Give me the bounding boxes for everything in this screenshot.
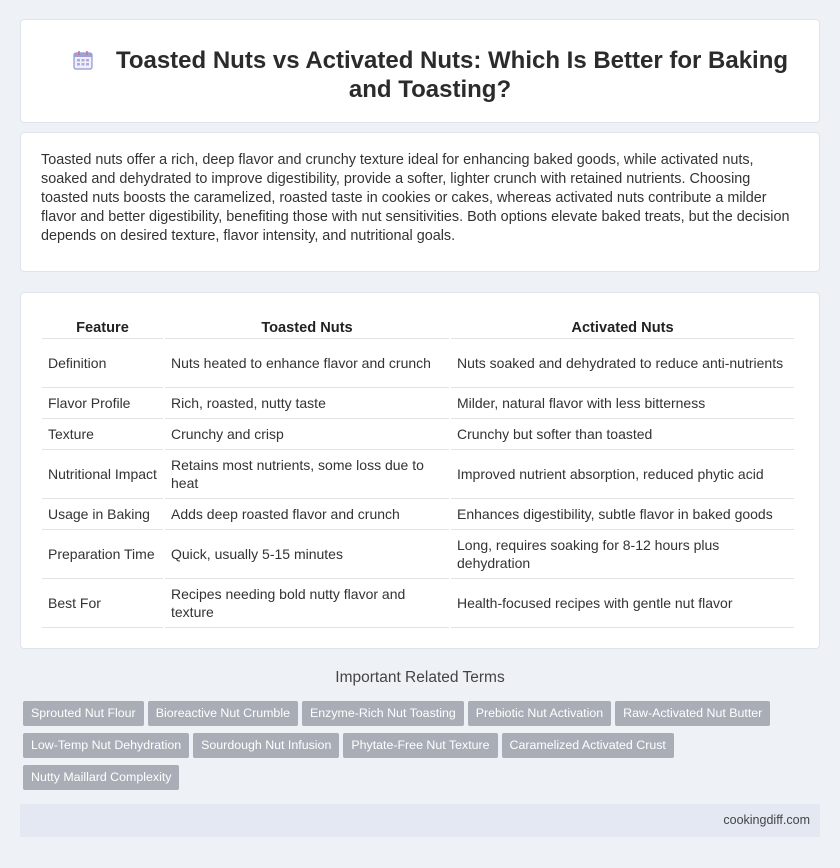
header-activated: Activated Nuts (451, 313, 794, 339)
cell-feature: Flavor Profile (42, 388, 163, 419)
cell-toasted: Adds deep roasted flavor and crunch (165, 499, 449, 530)
cell-activated: Enhances digestibility, subtle flavor in baked goods (451, 499, 794, 530)
related-term-tag[interactable]: Low-Temp Nut Dehydration (23, 733, 189, 758)
cell-activated: Nuts soaked and dehydrated to reduce anti-nutrients (451, 339, 794, 388)
table-row (42, 419, 794, 450)
header-feature: Feature (42, 313, 163, 339)
table-row (42, 388, 794, 419)
related-term-tag[interactable]: Prebiotic Nut Activation (468, 701, 611, 726)
related-term-tag[interactable]: Phytate-Free Nut Texture (343, 733, 497, 758)
calendar-icon (72, 49, 94, 71)
cell-feature: Definition (42, 339, 163, 388)
footer-site-link[interactable]: cookingdiff.com (723, 813, 810, 827)
cell-feature: Nutritional Impact (42, 450, 163, 499)
intro-card (20, 132, 820, 272)
related-term-tag[interactable]: Bioreactive Nut Crumble (148, 701, 298, 726)
page-title (61, 46, 799, 104)
related-term-tag[interactable]: Sourdough Nut Infusion (193, 733, 339, 758)
related-terms-heading: Important Related Terms (335, 669, 505, 686)
cell-feature: Best For (42, 579, 163, 628)
table-row (42, 499, 794, 530)
cell-activated: Long, requires soaking for 8-12 hours plus dehydration (451, 530, 794, 579)
cell-toasted: Recipes needing bold nutty flavor and texture (165, 579, 449, 628)
table-row (42, 579, 794, 628)
table-header-row (42, 313, 794, 339)
related-term-tag[interactable]: Raw-Activated Nut Butter (615, 701, 770, 726)
table-row (42, 530, 794, 579)
cell-activated: Milder, natural flavor with less bitterness (451, 388, 794, 419)
related-term-tag[interactable]: Sprouted Nut Flour (23, 701, 144, 726)
cell-feature: Texture (42, 419, 163, 450)
cell-feature: Preparation Time (42, 530, 163, 579)
footer (20, 804, 820, 837)
related-term-tag[interactable]: Nutty Maillard Complexity (23, 765, 179, 790)
cell-activated: Crunchy but softer than toasted (451, 419, 794, 450)
comparison-table (40, 313, 796, 628)
cell-toasted: Retains most nutrients, some loss due to heat (165, 450, 449, 499)
related-term-tag[interactable]: Caramelized Activated Crust (502, 733, 674, 758)
related-terms-list (23, 701, 813, 797)
cell-activated: Health-focused recipes with gentle nut flavor (451, 579, 794, 628)
page-title-text: Toasted Nuts vs Activated Nuts: Which Is Better for Baking and Toasting? (115, 47, 789, 103)
header-card (20, 19, 820, 123)
table-row (42, 339, 794, 388)
comparison-card (20, 292, 820, 649)
cell-toasted: Quick, usually 5-15 minutes (165, 530, 449, 579)
cell-activated: Improved nutrient absorption, reduced phytic acid (451, 450, 794, 499)
header-toasted: Toasted Nuts (165, 313, 449, 339)
intro-paragraph: Toasted nuts offer a rich, deep flavor and crunchy texture ideal for enhancing baked goods, while activated nuts, soaked and dehydrated to improve digestibility, provide a softer, lighter crunch with retained nutrients. Choosing toasted nuts boosts the caramelized, roasted taste in cookies or cakes, whereas activated nuts contribute a milder flavor and better digestibility, benefiting those with nut sensitivities. Both options elevate baked treats, but the decision depends on desired texture, flavor intensity, and nutritional goals. (41, 152, 790, 244)
cell-feature: Usage in Baking (42, 499, 163, 530)
table-row (42, 450, 794, 499)
cell-toasted: Crunchy and crisp (165, 419, 449, 450)
cell-toasted: Nuts heated to enhance flavor and crunch (165, 339, 449, 388)
cell-toasted: Rich, roasted, nutty taste (165, 388, 449, 419)
related-term-tag[interactable]: Enzyme-Rich Nut Toasting (302, 701, 464, 726)
